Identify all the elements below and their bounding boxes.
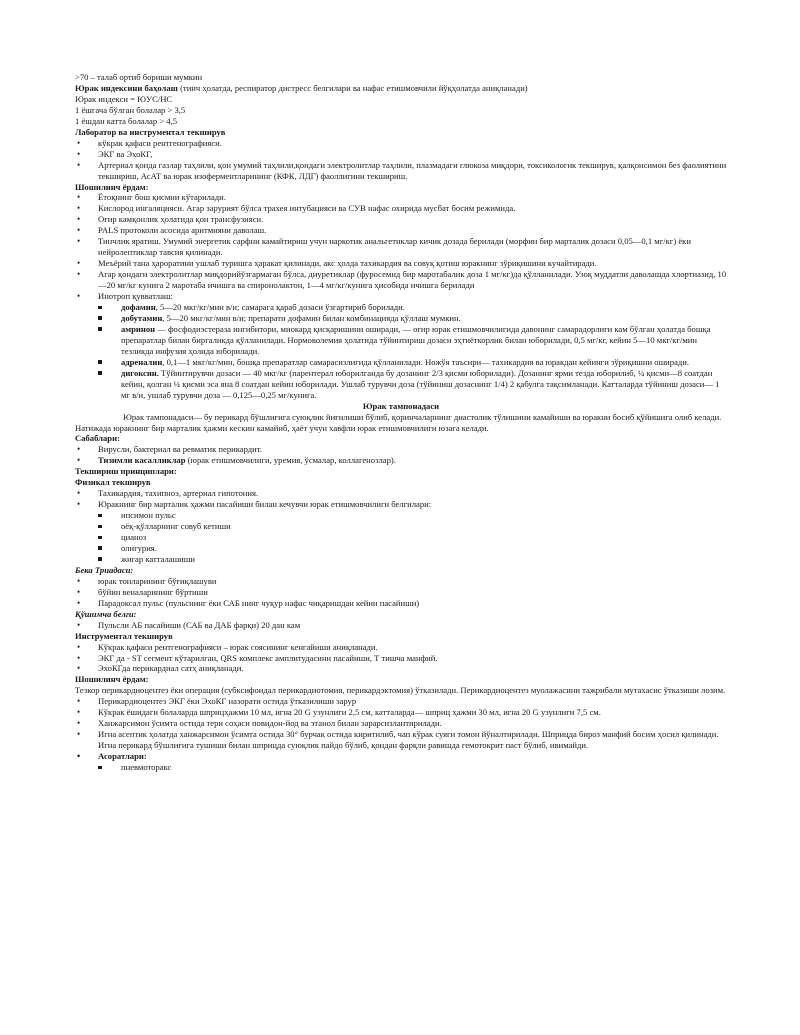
list-item: • ЭКГ ва ЭхоКГ, — [75, 149, 727, 160]
list-item: • ЭхоКГда перикардиал сатҳ аниқланади. — [75, 663, 727, 674]
bold-term: Юрак индексини баҳолаш — [75, 82, 178, 93]
list-item: • Парадоксал пульс (пульснинг ёки САБ нинг чуқур нафас чиқаришдан кейин пасайиши) — [75, 598, 727, 609]
list-item: • Пульсли АБ пасайиши (САБ ва ДАБ фарқи) 20 дан кам — [75, 620, 727, 631]
drug-name: дофамин — [121, 302, 156, 313]
list-item: • Тахикардия, тахипноэ, артериал гипотония. — [75, 488, 727, 499]
list-item: • Ётоқнинг бош қисмни кўтарилади. — [75, 192, 727, 203]
text-span: — фосфодиэстераза ингибитори, миокард қисқаришини оширади, — оғир юрак етишмовчилигида давонинг самарадорлиги кам бўлган ҳолатда бошқа препаратлар билан биргаликда қўлланилади. Нормоволемия ҳолатида тўйинтириш дозаси эҳтиёткорлик билан юборилади, 0,5 мг/кг, кейин 5—10 мкг/кг/мин тезликда инфузия ҳолида юборилади. — [121, 323, 711, 356]
list-item: • кўкрак қафаси рентгенографияси. — [75, 138, 727, 149]
section-heading-urgent: Шошилинч ёрдам: — [75, 181, 149, 192]
list-item: • Кўкрак қафаси рентгенографияси – юрак соясининг кенгайиши аниқланади. — [75, 642, 727, 653]
list-item: • Игна асептик ҳолатда ханжарсимон ўсимта остида 30° бурчак остида киритилиб, чап кўрак суяги томон йўналтирилади. Шприцда бироз манфий босим ҳосил қилинади. Игна перикард бўшлиғига тушиши билан шприцда суюқлик пайдо бўлиб, қондан фарқли равишда гемотокрит паст бўлиб, ивимайди. — [75, 729, 727, 751]
list-item: • Артериал қонда газлар таҳлили, қон умумий таҳлили,қондаги электролитлар таҳлили, плазмадаги глюкоза миқдори, токсикологик текширув, қалқонсимон без фаолиятини текшириш, АсАТ ва юрак изоферментларининг (КФК, ЛДГ) фаоллигини текшириш. — [75, 160, 727, 182]
text-line: >70 – талаб ортиб бориши мумкин — [75, 72, 203, 82]
sub-list-item: олигурия. — [75, 543, 727, 554]
text-line — [75, 83, 727, 94]
list-item: • бўйин веналарининг бўртиши — [75, 587, 727, 598]
bold-term: Тизимли касалликлар — [98, 455, 186, 466]
list-item: • Перикардиоцентез ЭКГ ёки ЭхоКГ назорати остида ўтказилиши зарур — [75, 696, 727, 707]
section-heading-instrumental: Инструментал текширув — [75, 630, 173, 641]
drug-name: адреналин — [121, 356, 163, 367]
text-span: (тинч ҳолатда, респиратор дистресс белгилари ва нафас етишмовчили йўқҳолатда аниқланади) — [177, 82, 528, 93]
sub-list-item — [75, 368, 727, 401]
section-heading-beck: Бека Триадаси: — [75, 564, 134, 575]
text-span: Тўйинтирувчи дозаси — 40 мкг/кг (парентерал юборилганда бу дозанинг 2/3 қисми юборилади). Дозанинг ярми тезда юборилиб, ¼ қисми—8 соатдан кейин, қолган ¼ қисми эса яна 8 соатдан кейин юборилади. Ушлаб турувчи доза (тўйиниш дозаснинг 1/4) 2 қабулга тақсимланади. Катталарда тўйиниш дозаси— 1 мг в/и, ушлаб турувчи доза — 0,125—0,25 мг/кунига. — [121, 367, 720, 400]
list-item: • Инотроп қувватлаш: — [75, 291, 727, 302]
section-heading-causes: Сабаблари: — [75, 433, 120, 444]
list-item: • Юракнинг бир марталик ҳажми пасайиши билан кечувчи юрак етишмовчилиги белгилари: — [75, 499, 727, 510]
drug-name: дигоксин. — [121, 367, 159, 378]
text-span: , 5—20 мкг/кг/мин в/и; препарати дофамин билан комбинацияда қўллаш мумкин. — [162, 312, 461, 323]
text-span: (юрак етишмовчилиги, уремия, ўсмалар, коллагенозлар). — [185, 455, 396, 466]
sub-list-item: жигар катталашиши — [75, 554, 727, 565]
sub-list-item — [75, 313, 727, 324]
drug-name: амринон — [121, 323, 156, 334]
sub-list-item: ипсимон пульс — [75, 510, 727, 521]
list-item: • Ханжарсимон ўсимта остида тери соҳаси повидон-йод ва этанол билан зарарсизлантирилади. — [75, 718, 727, 729]
section-heading-principles: Текшириш принциплари: — [75, 466, 177, 477]
sub-list-item — [75, 324, 727, 357]
sub-list-item: цианоз — [75, 532, 727, 543]
text-line: 1 ёшдан катта болалар > 4,5 — [75, 115, 178, 126]
list-item: • Меъёрий тана ҳароратини ушлаб туришга ҳаракат қилинади, акс ҳолда тахикардия ва совуқ қотиш юракнинг зўриқишини кучайтиради. — [75, 258, 727, 269]
section-heading-physical: Физикал текширув — [75, 477, 151, 488]
sub-list-item: пневмоторакс — [75, 762, 727, 773]
list-item: • Кислород ингаляцияси. Агар зарурият бўлса трахея интубацияси ва СУВ нафас охирида мусбат босим режимида. — [75, 203, 727, 214]
list-item: • Оғир камқонлик ҳолатида қон трансфузияси. — [75, 214, 727, 225]
list-item: • Тинчлик яратиш. Умумий энергетик сарфни камайтириш учун наркотик анальгетиклар кичик дозада берилади (морфин бир марталик дозаси 0,05—0,1 мг/кг) ёки нейролептиклар тавсия қилинади. — [75, 236, 727, 258]
sub-list-item — [75, 357, 727, 368]
paragraph: Юрак тампонадаси— бу перикард бўшлиғига суюқлик йиғилиши бўлиб, қоринчаларнинг диастолик тўлишини камайиши ва юракни босиб қўйишига олиб келади. Натижада юракнинг бир марталик ҳажми кескин камайиб, ҳаёт учун хавфли юрак етишмовчилиги юзага келади. — [75, 411, 722, 433]
section-title-tamponade: Юрак тампонадаси — [362, 400, 440, 411]
list-item: • Кўкрак ёшидаги болаларда шприцҳажми 10 мл, игна 20 G узунлиги 2,5 см, катталарда— шприц ҳажми 30 мл, игна 20 G узунлиги 7,5 см. — [75, 707, 727, 718]
section-heading-urgent-2: Шошилинч ёрдам: — [75, 674, 149, 685]
text-span: , 5—20 мкг/кг/мин в/и; самарага қараб дозаси ўзгартириб борилади. — [155, 302, 405, 313]
list-item: • юрак тонларининг бўғиқлашуви — [75, 576, 727, 587]
drug-name: добутамин — [121, 312, 163, 323]
list-item — [75, 455, 727, 466]
text-line: 1 ёшгача бўлган болалар > 3,5 — [75, 104, 186, 115]
text-line: Юрак индекси = ЮУС/НС — [75, 93, 173, 104]
list-item: • Агар қондаги электролитлар миқдорийўзгармаган бўлса, диуретиклар (фуросемид бир маротабалик доза 1 мг/кг)да қўлланилади. Узоқ муддатли даволашда хлортиазид, 10—20 мг/кг кунига 2 маротаба ичишга ва спиронолактон, 1—4 мг/кг/кунига ҳисобида ичишга берилади — [75, 269, 727, 291]
list-item: • ЭКГ да - ST сегмент кўтарилган, QRS комплекс амплитудасини пасайиши, Т тишча манфий. — [75, 653, 727, 664]
section-heading-extra: Қўшимча белги: — [75, 608, 137, 619]
text-span: , 0,1—1 мкг/кг/мин, бошқа препаратлар самарасизлигида қўлланилади. Ножўя таъсири— тахикардия ва юракдан кейинги зўриқишни оширади. — [162, 356, 690, 367]
paragraph: Тезкор перикардиоцентез ёки операция (субксифоидал перикардиотомия, перикардэктомия) ўтказилади. Перикардиоцентез муолажасини тажрибали мутахасис ўтказиши лозим. — [75, 685, 726, 696]
sub-list-item: оёқ-қўлларнинг совуб кетиши — [75, 521, 727, 532]
list-item: • Асоратлари: — [75, 751, 727, 762]
sub-list-item — [75, 302, 727, 313]
document-page — [75, 72, 727, 773]
list-item: • Вирусли, бактериал ва ревматик перикардит. — [75, 444, 727, 455]
list-item: • PALS протоколи асосида аритмияни даволаш. — [75, 225, 727, 236]
section-heading-lab: Лаборатор ва инструментал текширув — [75, 126, 226, 137]
